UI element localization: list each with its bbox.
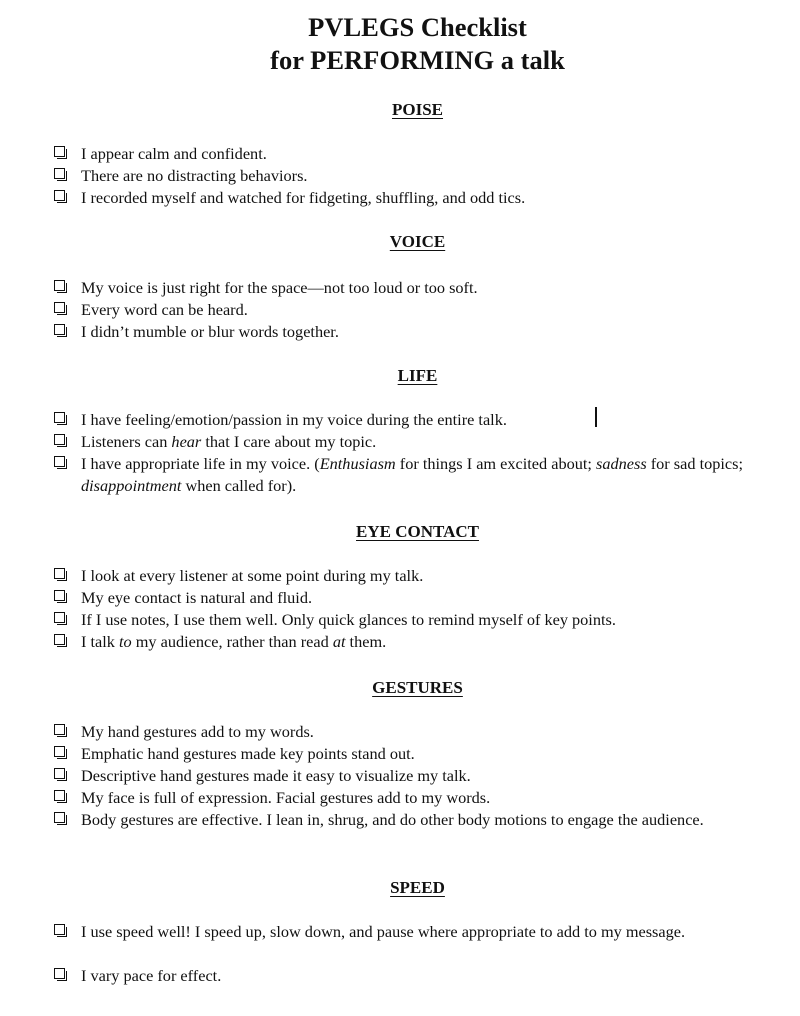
checklist-item — [54, 187, 754, 209]
item-text-segment: when called for). — [181, 476, 297, 495]
emphasis-text: Enthusiasm — [319, 454, 396, 473]
checklist-item — [54, 277, 754, 299]
item-text-segment: There are no distracting behaviors. — [81, 166, 308, 185]
checkbox-icon[interactable] — [54, 590, 65, 601]
checkbox-icon[interactable] — [54, 280, 65, 291]
checklist-item — [54, 565, 754, 587]
checkbox-icon[interactable] — [54, 190, 65, 201]
checklist-item — [54, 921, 754, 943]
section-heading-label: POISE — [391, 100, 444, 119]
checklist-item-text — [81, 321, 754, 343]
checklist-item-text — [81, 631, 754, 653]
item-text-segment: I have appropriate life in my voice. ( — [81, 454, 320, 473]
checklist-item — [54, 721, 754, 743]
item-text-segment: If I use notes, I use them well. Only quick glances to remind myself of key points. — [81, 610, 616, 629]
checklist-item — [54, 609, 754, 631]
emphasis-text: sadness — [596, 454, 647, 473]
section-heading-voice — [0, 233, 800, 250]
checklist-item — [54, 321, 754, 343]
item-text-segment: I didn’t mumble or blur words together. — [81, 322, 339, 341]
checkbox-icon[interactable] — [54, 146, 65, 157]
checklist-item — [54, 743, 754, 765]
checkbox-icon[interactable] — [54, 634, 65, 645]
checklist-item — [54, 809, 754, 831]
checklist-item — [54, 765, 754, 787]
item-text-segment: My eye contact is natural and fluid. — [81, 588, 313, 607]
checklist-item-text — [81, 409, 754, 431]
section-heading-life — [0, 367, 800, 384]
item-text-segment: I have feeling/emotion/passion in my voice during the entire talk. — [81, 410, 507, 429]
checkbox-icon[interactable] — [54, 812, 65, 823]
checklist-item-text — [81, 765, 754, 787]
checklist-item — [54, 453, 754, 497]
checklist-item-text — [81, 921, 754, 943]
checklist-item-text — [81, 743, 754, 765]
item-text-segment: them. — [345, 632, 387, 651]
section-heading-label: VOICE — [389, 232, 446, 251]
checkbox-icon[interactable] — [54, 768, 65, 779]
item-text-segment: my audience, rather than read — [131, 632, 333, 651]
item-text-segment: I appear calm and confident. — [81, 144, 267, 163]
checklist-item-text — [81, 565, 754, 587]
checklist-item-text — [81, 787, 754, 809]
section-heading-speed — [0, 879, 800, 896]
checklist-item-text — [81, 721, 754, 743]
checklist-item — [54, 299, 754, 321]
checklist-item — [54, 965, 754, 987]
section-heading-label: GESTURES — [372, 678, 463, 697]
checklist-item — [54, 787, 754, 809]
section-heading-eye-contact — [0, 523, 800, 540]
item-text-segment: My hand gestures add to my words. — [81, 722, 314, 741]
checkbox-icon[interactable] — [54, 302, 65, 313]
checkbox-icon[interactable] — [54, 746, 65, 757]
checklist-item-text — [81, 165, 754, 187]
emphasis-text: disappointment — [81, 476, 182, 495]
page-title-line-1: PVLEGS Checklist — [308, 12, 527, 42]
item-text-segment: My voice is just right for the space—not too loud or too soft. — [81, 278, 478, 297]
checklist-item-text — [81, 299, 754, 321]
checkbox-icon[interactable] — [54, 434, 65, 445]
item-text-segment: Every word can be heard. — [81, 300, 248, 319]
section-heading-gestures — [0, 679, 800, 696]
checklist-item-text — [81, 187, 754, 209]
section-heading-label: EYE CONTACT — [356, 522, 479, 541]
checklist-item-text — [81, 143, 754, 165]
item-text-segment: for sad topics; — [646, 454, 743, 473]
checkbox-icon[interactable] — [54, 924, 65, 935]
item-text-segment: My face is full of expression. Facial gestures add to my words. — [81, 788, 491, 807]
checklist-item — [54, 165, 754, 187]
emphasis-text: hear — [171, 432, 202, 451]
checklist-item-text — [81, 453, 754, 497]
checklist-item-text — [81, 587, 754, 609]
checklist-item — [54, 587, 754, 609]
checkbox-icon[interactable] — [54, 724, 65, 735]
checkbox-icon[interactable] — [54, 324, 65, 335]
checkbox-icon[interactable] — [54, 168, 65, 179]
checklist-item-text — [81, 609, 754, 631]
item-text-segment: Body gestures are effective. I lean in, shrug, and do other body motions to engage the audience. — [81, 810, 704, 829]
item-text-segment: that I care about my topic. — [201, 432, 377, 451]
checklist-item — [54, 409, 754, 431]
section-heading-poise — [0, 101, 800, 118]
emphasis-text: to — [118, 632, 132, 651]
item-text-segment: Emphatic hand gestures made key points stand out. — [81, 744, 415, 763]
emphasis-text: at — [332, 632, 346, 651]
checkbox-icon[interactable] — [54, 568, 65, 579]
checklist-item-text — [81, 809, 754, 831]
item-text-segment: Listeners can — [81, 432, 172, 451]
item-text-segment: I vary pace for effect. — [81, 966, 222, 985]
item-text-segment: for things I am excited about; — [395, 454, 596, 473]
checklist-item — [54, 143, 754, 165]
item-text-segment: I recorded myself and watched for fidgeting, shuffling, and odd tics. — [81, 188, 526, 207]
checkbox-icon[interactable] — [54, 612, 65, 623]
section-heading-label: SPEED — [390, 878, 445, 897]
checkbox-icon[interactable] — [54, 790, 65, 801]
checkbox-icon[interactable] — [54, 968, 65, 979]
item-text-segment: Descriptive hand gestures made it easy to visualize my talk. — [81, 766, 471, 785]
checklist-item — [54, 431, 754, 453]
item-text-segment: I talk — [81, 632, 119, 651]
item-text-segment: I look at every listener at some point during my talk. — [81, 566, 424, 585]
checkbox-icon[interactable] — [54, 412, 65, 423]
section-heading-label: LIFE — [397, 366, 438, 385]
item-text-segment: I use speed well! I speed up, slow down, and pause where appropriate to add to my message. — [81, 922, 686, 941]
checkbox-icon[interactable] — [54, 456, 65, 467]
checklist-item — [54, 631, 754, 653]
checklist-item-text — [81, 965, 754, 987]
checklist-item-text — [81, 431, 754, 453]
page-title-line-2: for PERFORMING a talk — [270, 45, 565, 75]
checklist-item-text — [81, 277, 754, 299]
